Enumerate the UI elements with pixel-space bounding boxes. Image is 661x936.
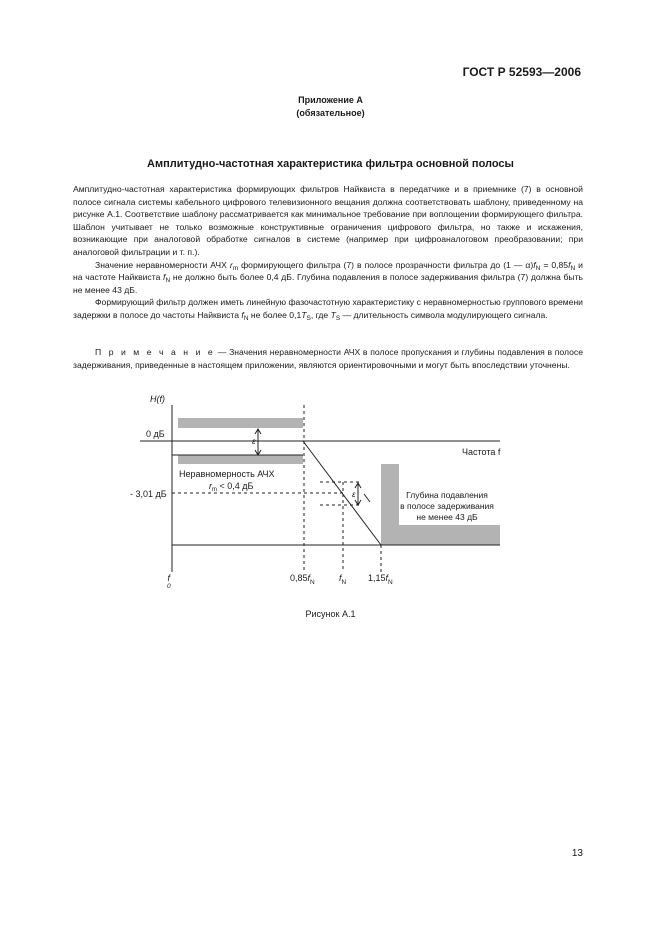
tick-115: 1,15 (368, 573, 386, 583)
p2-symbol-r: r (229, 259, 233, 270)
p2-sub-m: m (232, 264, 239, 272)
p3-sub-n: N (243, 314, 249, 322)
p2-symbol-f1: f (533, 259, 536, 270)
ripple-symbol-sub: m (212, 487, 217, 493)
p3-text-3: , где (310, 309, 331, 320)
ripple-label: Неравномерность АЧХ (179, 469, 275, 479)
tick-115fn (368, 573, 393, 586)
p2-sub-n3: N (165, 277, 171, 285)
p2-text-5: не должно быть более 0,4 дБ. Глубина подавления в полосе задерживания фильтра (7) должна быть не менее 43 дБ. (73, 272, 583, 295)
lower-tolerance-band (178, 455, 303, 464)
label-0db: 0 дБ (146, 429, 165, 439)
x-axis-label: Частота f (462, 447, 501, 457)
tick-085: 0,85 (290, 573, 308, 583)
ripple-epsilon: ε (252, 437, 256, 446)
tick-115-sub: N (388, 579, 393, 586)
p3-symbol-t1: T (301, 309, 307, 320)
ripple-value-line (209, 481, 254, 493)
figure-caption: Рисунок А.1 (305, 609, 356, 619)
p3-text-1: Формирующий фильтр должен иметь линейную фазочастотную характеристику с неравномерностью группового времени задержки в полосе до частоты Найквиста (73, 297, 583, 320)
p2-text-4: и на частоте Найквиста (73, 259, 583, 283)
page-number: 13 (571, 848, 583, 859)
document-code: ГОСТ Р 52593—2006 (462, 65, 581, 79)
ripple-symbol: r (209, 481, 212, 491)
p2-symbol-f2: f (568, 259, 571, 270)
appendix-title: Приложение А (298, 95, 363, 105)
p2-text-2: формирующего фильтра (7) в полосе прозрачности фильтра до (1 — α) (238, 259, 534, 270)
stop-epsilon: ε (352, 490, 356, 499)
p2-text-1: Значение неравномерности АЧХ (95, 259, 230, 270)
rolloff-marker (364, 494, 370, 502)
tick-f0 (167, 573, 171, 590)
tick-f0-sub: 0 (167, 583, 171, 590)
note-text: — Значения неравномерности АЧХ в полосе пропускания и глубины подавления в полосе задерживания, приведенные в настоящем приложении, являются ориентировочными и могут быть впоследствии уточнены. (73, 347, 583, 370)
p3-text-2: не более 0,1 (248, 309, 302, 320)
tick-115-f: f (385, 573, 389, 583)
p3-text-4: — длительность символа модулирующего сигнала. (340, 309, 548, 320)
p3-symbol-t2: T (330, 309, 336, 320)
tick-f0-sym: f (167, 573, 170, 583)
tick-085-sub: N (310, 579, 315, 586)
stopband-label-1: Глубина подавления (406, 490, 488, 500)
tick-085fn (290, 573, 315, 586)
stopband-label-3: не менее 43 дБ (416, 512, 478, 522)
tick-fn-sub: N (341, 579, 347, 586)
note-label: П р и м е ч а н и е (95, 347, 216, 357)
paragraph-1-line-1: Амплитудно-частотная характеристика формирующих фильтров Найквиста в передатчике и в приемнике (7) в (73, 184, 541, 194)
tick-085-f: f (307, 573, 311, 583)
upper-tolerance-band (178, 418, 303, 428)
p3-symbol-f: f (241, 309, 244, 320)
p2-text-3: = 0,85 (540, 259, 569, 270)
ripple-value: < 0,4 дБ (217, 481, 254, 491)
p3-sub-s1: S (306, 314, 311, 322)
tick-fn (339, 573, 347, 586)
appendix-status: (обязательное) (296, 108, 365, 118)
p2-sub-n1: N (535, 264, 541, 272)
stopband-label-2: в полосе задерживания (400, 501, 494, 511)
p3-sub-s2: S (335, 314, 341, 322)
paragraph-1-rest: основной полосе сигнала системы кабельного цифрового телевизионного вещания должна соответствовать шаблону, приведенному на рисунке А.1. Соответствие шаблону рассматривается как минимальное требование при воплощении формирующего фильтра. Шаблон учитывает не только возможные конструктивные ограничения цифрового фильтра, но также и искажения, возникающие при аналоговой обработке сигналов в системе (например при цифроаналоговом преобразовании; при аналоговой фильтрации и т. п.). (73, 184, 583, 257)
p2-symbol-f3: f (163, 272, 166, 283)
label-minus3db: - 3,01 дБ (130, 489, 167, 499)
tick-fn-sym: f (339, 573, 342, 583)
section-title: Амплитудно-частотная характеристика фильтра основной полосы (147, 158, 514, 170)
y-axis-label: H(f) (150, 394, 165, 404)
p2-sub-n2: N (570, 264, 576, 272)
